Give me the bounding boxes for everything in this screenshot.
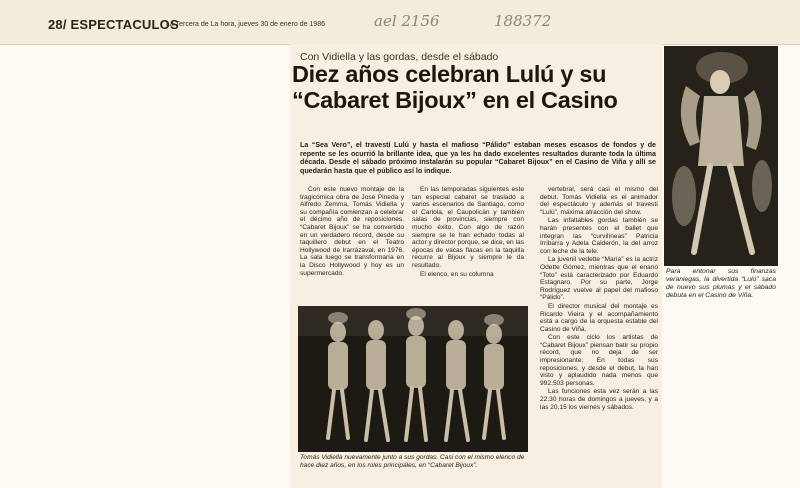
photo-caption-dancers: Tomás Vidiella nuevamente junto a sus gordas. Casi con el mismo elenco de hace diez años, en los roles principales, en “Cabaret Bijoux”. [300, 454, 525, 469]
article-column-1 [300, 186, 404, 304]
handwritten-archive-ref: ael 2156 [374, 12, 440, 30]
paragraph: El elenco, en su columna [420, 270, 494, 278]
blank-margin [0, 44, 288, 488]
paragraph: El director musical del montaje es Ricardo Vieira y el acompañamiento está a cargo de la orquesta estable del Casino de Viña. [540, 302, 658, 333]
page-header [0, 0, 800, 45]
article-headline: Diez años celebran Lulú y su “Cabaret Bijoux” en el Casino [292, 61, 618, 113]
paragraph: Las funciones esta vez serán a las 22.30 horas de domingos a jueves, y a las 20.15 los viernes y sábados. [540, 388, 658, 411]
photo-dancers [298, 306, 528, 452]
paragraph: Con este nuevo montaje de la tragicómica obra de José Pineda y Alfredo Zemma, Tomás Vidiella y su compañía comienzan a celebrar el décimo año de reposiciones. “Cabaret Bijoux” se ha convertido en un verdadero récord, desde su taquillero debut en el Teatro Hollywood de Irarrázaval, en 1976. La sala luego se transformaría en la Disco Hollywood y hoy es un supermercado. [300, 186, 404, 277]
article-kicker: Con Vidiella y las gordas, desde el sábado [300, 51, 499, 63]
dancers-photo-illustration [298, 306, 528, 452]
photo-caption-lulu: Para entonar sus finanzas veraniegas, la divertida “Lulú” saca de nuevo sus plumas y el sábado debuta en el Casino de Viña. [666, 268, 776, 299]
handwritten-archive-number: 188372 [494, 12, 552, 30]
photo-lulu [664, 46, 778, 266]
paragraph: En las temporadas siguientes este tan especial cabaret se trasladó a varios escenarios de Santiago, como el Cariola, el Caupolicán y también salas de provincias, siempre con mucho éxito. Con algo de razón siempre se le han echado todas al actor y director porque, se dice, en las épocas de vacas flacas en la taquilla recurre al Bijoux y siempre le da resultado. [412, 186, 524, 269]
article-column-2 [412, 186, 524, 304]
article-lead: La “Sea Vero”, el travestí Lulú y hasta el mafioso “Pálido” estaban meses escasos de fondos y de repente se les ocurrió la brillante idea, que ya les ha dado excelentes resultados durante toda la última década. Desde el sábado próximo instalarán su popular “Cabaret Bijoux” en el Casino de Viña y allí se quedarán hasta que el público así lo indique. [300, 141, 656, 175]
lulu-photo-illustration [664, 46, 778, 266]
section-title: 28/ ESPECTACULOS [48, 17, 179, 32]
paragraph: La juvenil vedette “María” es la actriz Odette Gómez, mientras que el enano “Toto” está caracterizado por Eduardo Estagnaro. Por su parte, Jorge Rodríguez vuelve al papel del mafioso “Pálido”. [540, 256, 658, 302]
article-column-3 [540, 186, 658, 482]
paragraph: Con este ciclo los artistas de “Cabaret Bijoux” piensan batir su propio récord, que no deja de ser impresionante: En todas sus reposiciones, y desde el debut, la han visto y aplaudido nada menos que 992.503 personas. [540, 334, 658, 387]
paragraph: vertebral, será casi el mismo del debut. Tomás Vidiella es el animador del espectáculo y además el travestí “Lulú”, máxima atracción del show. [540, 186, 658, 216]
paragraph: Las infaltables gordas también se harán presentes con el ballet que integran las “curvilíneas” Patricia Irribarra y Adela Calderón, la del arroz con leche de la tele. [540, 217, 658, 255]
publication-date: La Tercera de La hora, jueves 30 de enero de 1986 [166, 21, 326, 28]
